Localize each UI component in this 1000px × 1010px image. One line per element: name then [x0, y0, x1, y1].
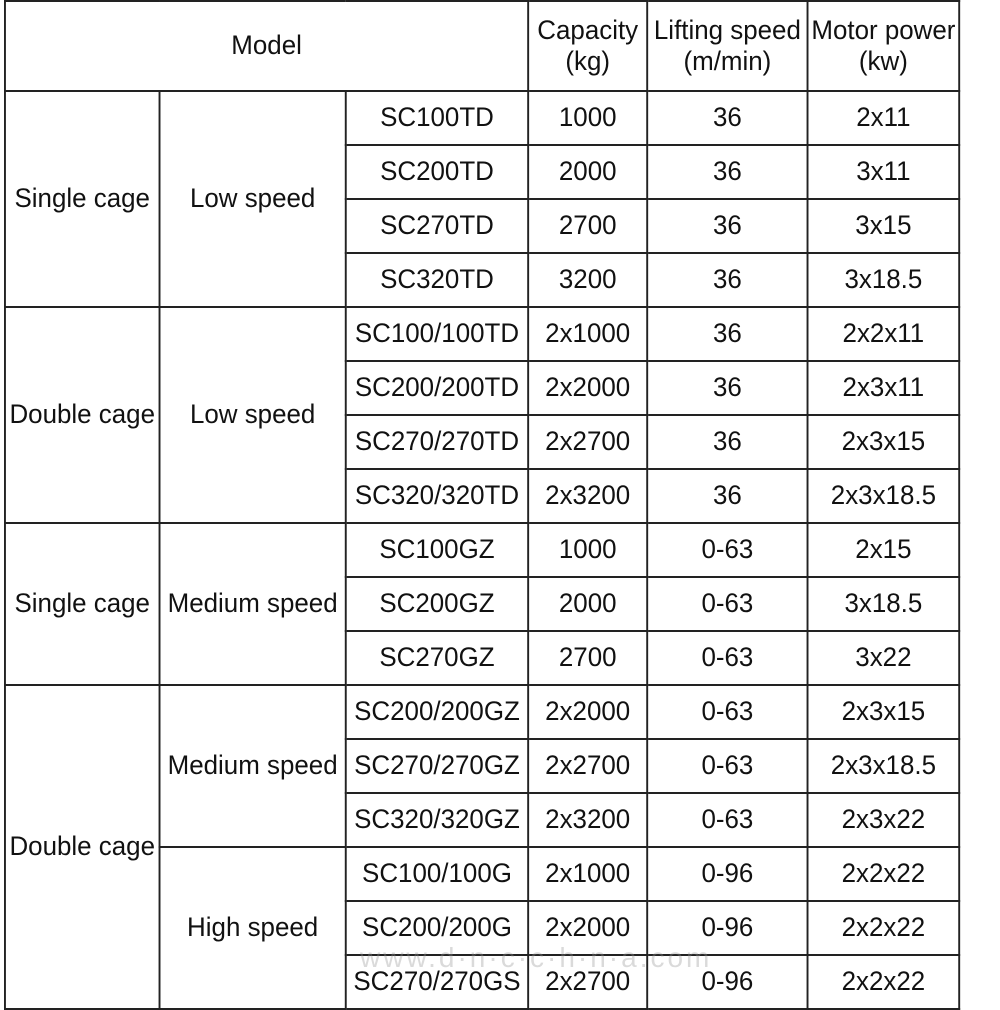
capacity-cell: 2700 — [528, 199, 647, 253]
motor-power-cell: 2x3x11 — [808, 361, 960, 415]
lifting-speed-cell: 36 — [647, 199, 807, 253]
lifting-speed-cell: 0-96 — [647, 955, 807, 1009]
lifting-speed-cell: 0-96 — [647, 901, 807, 955]
model-cell: SC320/320GZ — [346, 793, 528, 847]
motor-power-cell: 2x15 — [808, 523, 960, 577]
lifting-speed-cell: 0-63 — [647, 577, 807, 631]
header-power-label: Motor power — [811, 14, 956, 45]
header-capacity-label: Capacity — [537, 14, 639, 45]
motor-power-cell: 3x18.5 — [808, 253, 960, 307]
lifting-speed-cell: 0-63 — [647, 523, 807, 577]
motor-power-cell: 2x3x22 — [808, 793, 960, 847]
capacity-cell: 2000 — [528, 145, 647, 199]
model-cell: SC320TD — [346, 253, 528, 307]
header-speed-unit: (m/min) — [683, 46, 772, 76]
motor-power-cell: 2x2x22 — [808, 901, 960, 955]
speed-class-cell: Medium speed — [160, 523, 346, 685]
capacity-cell: 2x2700 — [528, 415, 647, 469]
model-cell: SC200/200G — [346, 901, 528, 955]
capacity-cell: 2700 — [528, 631, 647, 685]
motor-power-cell: 3x15 — [808, 199, 960, 253]
lifting-speed-cell: 36 — [647, 469, 807, 523]
spec-table — [4, 0, 960, 1010]
capacity-cell: 1000 — [528, 91, 647, 145]
header-motor-power — [808, 1, 960, 91]
motor-power-cell: 2x2x22 — [808, 955, 960, 1009]
table-row — [5, 523, 959, 577]
capacity-cell: 2x3200 — [528, 469, 647, 523]
table-row — [5, 685, 959, 739]
cage-type-cell: Double cage — [5, 685, 160, 1009]
model-cell: SC200/200GZ — [346, 685, 528, 739]
model-cell: SC270GZ — [346, 631, 528, 685]
capacity-cell: 2x1000 — [528, 307, 647, 361]
model-cell: SC270TD — [346, 199, 528, 253]
capacity-cell: 2x2000 — [528, 685, 647, 739]
motor-power-cell: 2x11 — [808, 91, 960, 145]
model-cell: SC100/100G — [346, 847, 528, 901]
header-row — [5, 1, 959, 91]
table-row — [5, 307, 959, 361]
model-cell: SC270/270GS — [346, 955, 528, 1009]
lifting-speed-cell: 0-63 — [647, 631, 807, 685]
capacity-cell: 3200 — [528, 253, 647, 307]
lifting-speed-cell: 0-63 — [647, 793, 807, 847]
lifting-speed-cell: 0-63 — [647, 685, 807, 739]
speed-class-cell: Low speed — [160, 91, 346, 307]
motor-power-cell: 2x3x15 — [808, 685, 960, 739]
capacity-cell: 2x2700 — [528, 739, 647, 793]
speed-class-cell: Medium speed — [160, 685, 346, 847]
model-cell: SC270/270TD — [346, 415, 528, 469]
lifting-speed-cell: 36 — [647, 253, 807, 307]
model-cell: SC100/100TD — [346, 307, 528, 361]
motor-power-cell: 2x3x15 — [808, 415, 960, 469]
lifting-speed-cell: 36 — [647, 307, 807, 361]
capacity-cell: 2x1000 — [528, 847, 647, 901]
model-cell: SC200TD — [346, 145, 528, 199]
motor-power-cell: 2x2x22 — [808, 847, 960, 901]
capacity-cell: 2x2700 — [528, 955, 647, 1009]
model-cell: SC200GZ — [346, 577, 528, 631]
model-cell: SC320/320TD — [346, 469, 528, 523]
header-capacity-unit: (kg) — [565, 46, 611, 76]
capacity-cell: 2x2000 — [528, 901, 647, 955]
capacity-cell: 2000 — [528, 577, 647, 631]
motor-power-cell: 3x22 — [808, 631, 960, 685]
model-cell: SC100TD — [346, 91, 528, 145]
model-cell: SC200/200TD — [346, 361, 528, 415]
capacity-cell: 2x3200 — [528, 793, 647, 847]
header-model: Model — [5, 1, 528, 91]
motor-power-cell: 3x11 — [808, 145, 960, 199]
motor-power-cell: 2x2x11 — [808, 307, 960, 361]
header-power-unit: (kw) — [858, 46, 908, 76]
header-capacity — [528, 1, 647, 91]
motor-power-cell: 2x3x18.5 — [808, 469, 960, 523]
lifting-speed-cell: 36 — [647, 145, 807, 199]
speed-class-cell: High speed — [160, 847, 346, 1009]
watermark: www.d·n·c·c·h·n·a.com — [360, 942, 713, 973]
header-lifting-speed — [647, 1, 807, 91]
lifting-speed-cell: 36 — [647, 415, 807, 469]
model-cell: SC270/270GZ — [346, 739, 528, 793]
cage-type-cell: Double cage — [5, 307, 160, 523]
motor-power-cell: 2x3x18.5 — [808, 739, 960, 793]
lifting-speed-cell: 36 — [647, 361, 807, 415]
lifting-speed-cell: 0-63 — [647, 739, 807, 793]
motor-power-cell: 3x18.5 — [808, 577, 960, 631]
speed-class-cell: Low speed — [160, 307, 346, 523]
table-row — [5, 91, 959, 145]
model-cell: SC100GZ — [346, 523, 528, 577]
cage-type-cell: Single cage — [5, 523, 160, 685]
lifting-speed-cell: 36 — [647, 91, 807, 145]
capacity-cell: 2x2000 — [528, 361, 647, 415]
cage-type-cell: Single cage — [5, 91, 160, 307]
lifting-speed-cell: 0-96 — [647, 847, 807, 901]
header-speed-label: Lifting speed — [653, 14, 801, 45]
capacity-cell: 1000 — [528, 523, 647, 577]
